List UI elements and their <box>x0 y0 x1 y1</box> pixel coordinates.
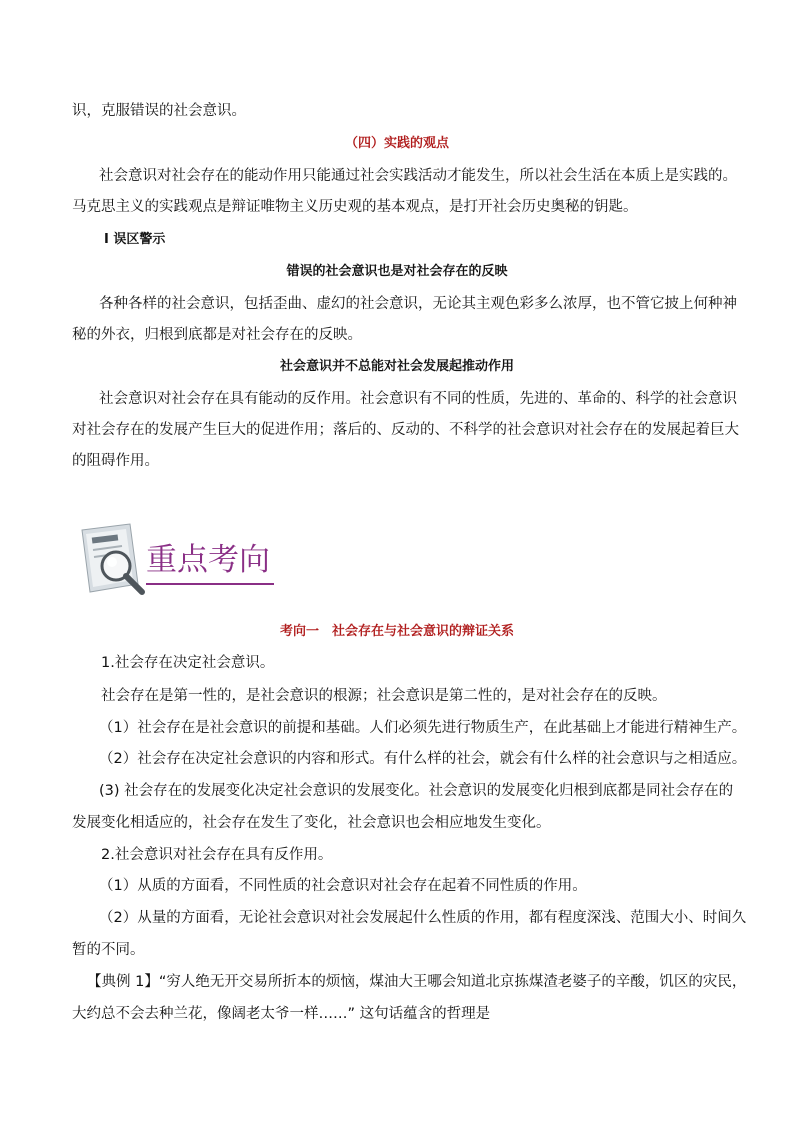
section-heading-practice: （四）实践的观点 <box>344 136 449 151</box>
example-line: 大约总不会去种兰花，像阔老太爷一样……” 这句话蕴含的哲理是 <box>72 1006 491 1022</box>
paragraph-line: 马克思主义的实践观点是辩证唯物主义历史观的基本观点，是打开社会历史奥秘的钥匙。 <box>72 199 638 215</box>
paragraph-line: 各种各样的社会意识，包括歪曲、虚幻的社会意识，无论其主观色彩多么浓厚，也不管它披上何种神 <box>99 296 737 312</box>
direction-heading: 考向一 社会存在与社会意识的辩证关系 <box>279 624 514 639</box>
list-item: 1.社会存在决定社会意识。 <box>101 655 275 671</box>
banner-title: 重点考向 <box>146 542 270 578</box>
paragraph-line: 社会存在是第一性的，是社会意识的根源；社会意识是第二性的，是对社会存在的反映。 <box>101 688 667 704</box>
paragraph-line: 暂的不同。 <box>72 942 145 958</box>
list-item: (3) 社会存在的发展变化决定社会意识的发展变化。社会意识的发展变化归根到底都是同社会存在的 <box>99 783 734 799</box>
paragraph-line: 社会意识对社会存在的能动作用只能通过社会实践活动才能发生，所以社会生活在本质上是实践的。 <box>99 168 737 184</box>
warning-heading-2: 社会意识并不总能对社会发展起推动作用 <box>279 359 514 374</box>
paragraph-line: 对社会存在的发展产生巨大的促进作用；落后的、反动的、不科学的社会意识对社会存在的发展起着巨大 <box>72 422 739 438</box>
paragraph-line: 秘的外衣，归根到底都是对社会存在的反映。 <box>72 327 362 343</box>
example-line: 【典例 1】“穷人绝无开交易所折本的烦恼，煤油大王哪会知道北京拣煤渣老婆子的辛酸，饥区的灾民， <box>87 974 747 990</box>
list-item: （2）社会存在决定社会意识的内容和形式。有什么样的社会，就会有什么样的社会意识与之相适应。 <box>99 751 747 767</box>
warning-label: Ⅰ 误区警示 <box>104 232 166 247</box>
paragraph-line: 识，克服错误的社会意识。 <box>72 103 246 119</box>
paragraph-line: 发展变化相适应的，社会存在发生了变化，社会意识也会相应地发生变化。 <box>72 815 551 831</box>
list-item: （1）社会存在是社会意识的前提和基础。人们必须先进行物质生产，在此基础上才能进行精神生产。 <box>99 720 747 736</box>
list-item: 2.社会意识对社会存在具有反作用。 <box>101 847 333 863</box>
warning-heading-1: 错误的社会意识也是对社会存在的反映 <box>286 264 508 279</box>
paragraph-line: 的阻碍作用。 <box>72 453 159 469</box>
paragraph-line: 社会意识对社会存在具有能动的反作用。社会意识有不同的性质，先进的、革命的、科学的社会意识 <box>99 391 737 407</box>
list-item: （1）从质的方面看，不同性质的社会意识对社会存在起着不同性质的作用。 <box>99 878 587 894</box>
list-item: （2）从量的方面看，无论社会意识对社会发展起什么性质的作用，都有程度深浅、范围大小、时间久 <box>99 910 747 926</box>
